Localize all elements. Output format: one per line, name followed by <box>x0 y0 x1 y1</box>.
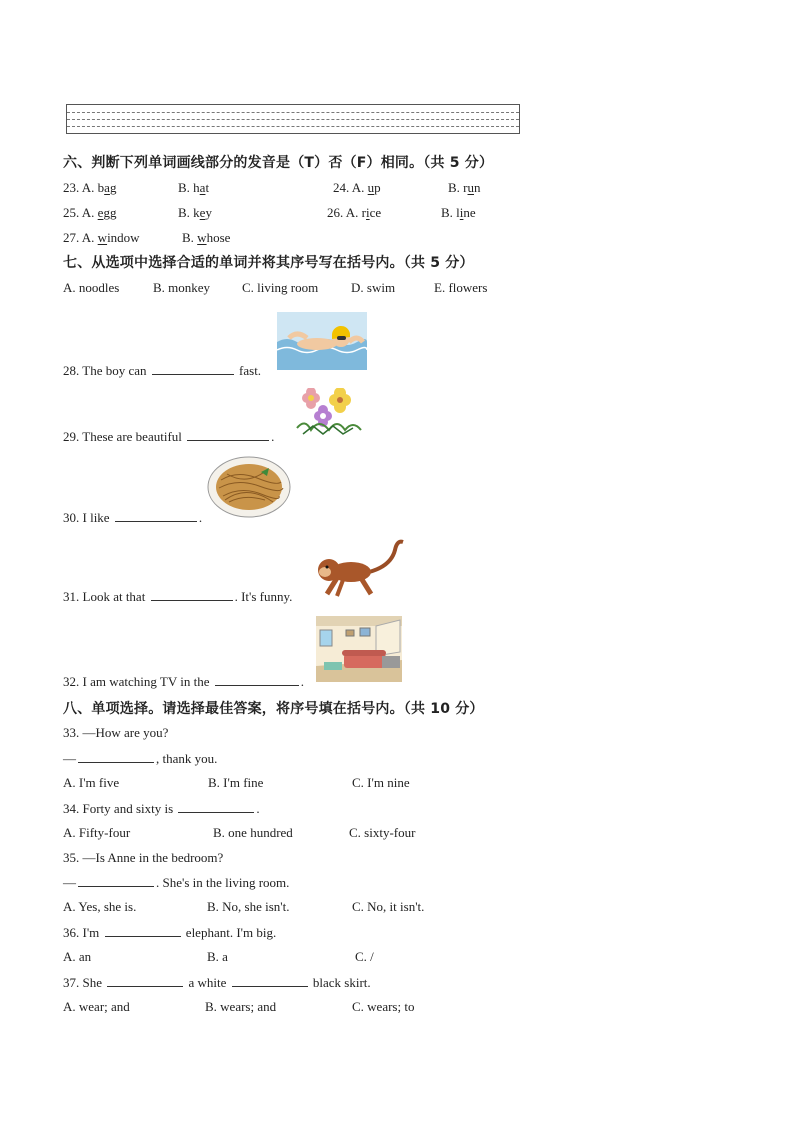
noodles-image <box>207 456 291 518</box>
q29: 29. These are beautiful . <box>63 429 275 444</box>
q24-option-b: B. run <box>448 180 481 195</box>
q37-question: 37. She a white black skirt. <box>63 975 371 990</box>
q28-blank[interactable] <box>152 362 234 375</box>
q29-blank[interactable] <box>187 428 269 441</box>
flowers-image <box>293 388 365 436</box>
q33-option-a[interactable]: A. I'm five <box>63 775 120 790</box>
word-option-e: E. flowers <box>434 280 488 295</box>
word-option-a: A. noodles <box>63 280 120 295</box>
living-room-image <box>316 616 402 682</box>
q35-option-a[interactable]: A. Yes, she is. <box>63 899 137 914</box>
section7-heading: 七、从选项中选择合适的单词并将其序号写在括号内。（共 5 分） <box>63 255 474 271</box>
section6-heading: 六、判断下列单词画线部分的发音是（T）否（F）相同。（共 5 分） <box>63 155 494 171</box>
q37-option-a[interactable]: A. wear; and <box>63 999 130 1014</box>
q26-option-a: 26. A. rice <box>327 205 382 220</box>
q27-option-a: 27. A. window <box>63 230 140 245</box>
swimmer-image <box>277 312 367 370</box>
q35-blank[interactable] <box>78 874 154 887</box>
q37-option-c[interactable]: C. wears; to <box>352 999 415 1014</box>
q36-option-a[interactable]: A. an <box>63 949 92 964</box>
q34-question: 34. Forty and sixty is . <box>63 801 260 816</box>
q33-option-b[interactable]: B. I'm fine <box>208 775 264 790</box>
word-option-b: B. monkey <box>153 280 211 295</box>
q37-blank-2[interactable] <box>232 974 308 987</box>
q36-blank[interactable] <box>105 924 181 937</box>
q35-option-b[interactable]: B. No, she isn't. <box>207 899 290 914</box>
q34-option-b[interactable]: B. one hundred <box>213 825 293 840</box>
q34-option-a[interactable]: A. Fifty-four <box>63 825 131 840</box>
q26-option-b: B. line <box>441 205 476 220</box>
q36-option-c[interactable]: C. / <box>355 949 374 964</box>
q25-option-b: B. key <box>178 205 212 220</box>
q30-blank[interactable] <box>115 509 197 522</box>
q32-blank[interactable] <box>215 673 299 686</box>
q35-question: 35. —Is Anne in the bedroom? <box>63 850 224 865</box>
word-option-c: C. living room <box>242 280 319 295</box>
q28: 28. The boy can fast. <box>63 363 262 378</box>
q32: 32. I am watching TV in the . <box>63 674 304 689</box>
q37-blank-1[interactable] <box>107 974 183 987</box>
q33-option-c[interactable]: C. I'm nine <box>352 775 410 790</box>
q37-option-b[interactable]: B. wears; and <box>205 999 277 1014</box>
q33-question: 33. —How are you? <box>63 725 169 740</box>
q23-option-a: 23. A. bag <box>63 180 117 195</box>
q30: 30. I like . <box>63 510 203 525</box>
q33-answer-line: — , thank you. <box>63 751 218 766</box>
q31-blank[interactable] <box>151 588 233 601</box>
writing-lines[interactable] <box>66 104 520 134</box>
q27-option-b: B. whose <box>182 230 231 245</box>
q31: 31. Look at that . It's funny. <box>63 589 293 604</box>
q36-option-b[interactable]: B. a <box>207 949 228 964</box>
section8-heading: 八、单项选择。请选择最佳答案，将序号填在括号内。（共 10 分） <box>63 701 484 717</box>
q35-answer-line: — . She's in the living room. <box>63 875 290 890</box>
q24-option-a: 24. A. up <box>333 180 381 195</box>
monkey-image <box>313 536 407 600</box>
q34-option-c[interactable]: C. sixty-four <box>349 825 416 840</box>
q33-blank[interactable] <box>78 750 154 763</box>
q23-option-b: B. hat <box>178 180 210 195</box>
q36-question: 36. I'm elephant. I'm big. <box>63 925 277 940</box>
q34-blank[interactable] <box>178 800 254 813</box>
q35-option-c[interactable]: C. No, it isn't. <box>352 899 425 914</box>
word-option-d: D. swim <box>351 280 396 295</box>
q25-option-a: 25. A. egg <box>63 205 117 220</box>
